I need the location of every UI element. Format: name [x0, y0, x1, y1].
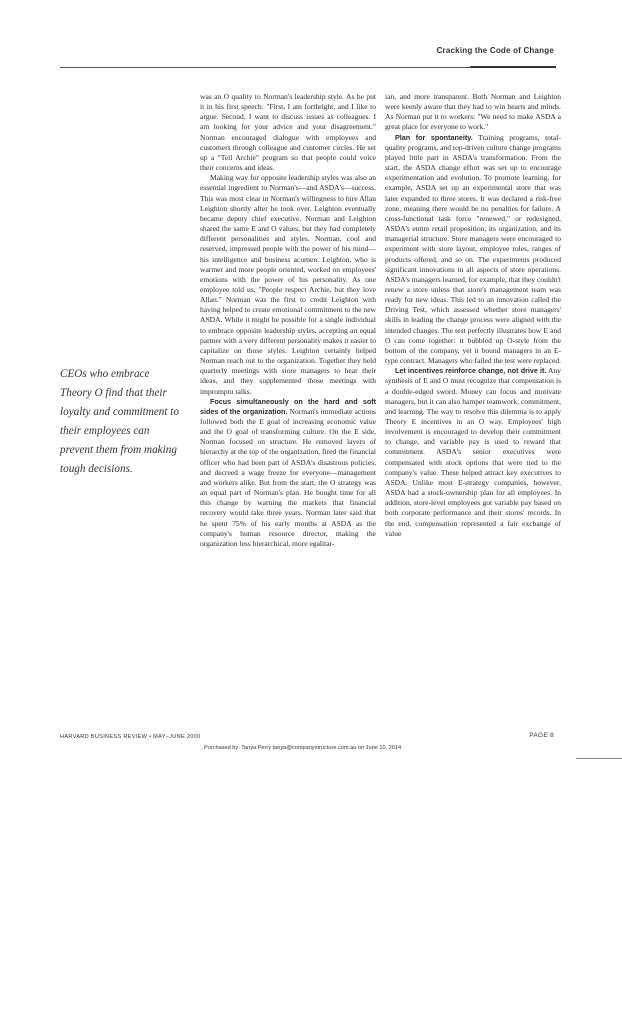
- paragraph: [385, 133, 561, 367]
- header-rule-accent: [470, 66, 556, 68]
- paragraph-body: Training programs, total-quality programs, and top-driven culture change programs played little part in ASDA's transformation. From the start, the ASDA change effort was set up to encourage experimentation and evolution. To promote learning, for example, ASDA set up an experimental store that was later expanded to three stores. It was declared a risk-free zone, meaning there would be no penalties for failure. A cross-functional task force "renewed," or redesigned, ASDA's entire retail proposition, its organization, and its managerial structure. Store managers were encouraged to experiment with store layout, employee roles, ranges of products offered, and so on. The experiments produced significant innovations in all aspects of store operations. ASDA's managers learned, for example, that they couldn't renew a store unless that store's management team was ready for new ideas. This led to an innovation called the Driving Test, which assessed whether store managers' skills in leading the change process were aligned with the intended changes. The test perfectly illustrates how E and O can come together: it bubbled up O-style from the bottom of the company, yet it bound managers in an E-type contract. Managers who failed the test were replaced.: [385, 132, 562, 366]
- paragraph-body: Any synthesis of E and O must recognize that compensation is a double-edged sword. Money can focus and motivate managers, but it can also hamper teamwork, commitment, and learning. The way to resolve this dilemma is to apply Theory E incentives in an O way. Employees' high involvement is encouraged to develop their commitment to change, and variable pay is used to reward that commitment. ASDA's senior executives were compensated with stock options that were tied to the company's value. These helped attract key executives to ASDA. Unlike most E-strategy companies, however, ASDA had a stock-ownership plan for all employees. In addition, store-level employees got variable pay based on both corporate performance and their stores' records. In the end, compensation represented a fair exchange of value: [385, 366, 562, 538]
- section-lead: Focus simultaneously on the hard and soft sides of the organization.: [200, 396, 376, 416]
- paragraph: [385, 366, 561, 539]
- running-head: Cracking the Code of Change: [436, 46, 554, 55]
- article-column-right: [385, 92, 561, 539]
- section-lead: Plan for spontaneity.: [395, 132, 473, 142]
- paragraph-body: Norman's immediate actions followed both the E goal of increasing economic value and the O goal of transforming culture. On the E side, Norman focused on structure. He removed layers of hierarchy at the top of the organization, fired the financial officer who had been part of ASDA's disastrous policies, and decreed a wage freeze for everyone—management and workers alike. But from the start, the O strategy was an equal part of Norman's plan. He bought time for all this change by warning the markets that financial recovery would take three years. Norman later said that he spent 75% of his early months at ASDA as the company's human resource director, making the organization less hierarchical, more egalitar-: [200, 406, 376, 548]
- purchase-watermark: Purchased by: Tanya Perry tanya@companystructure.com.au on June 10, 2014: [204, 745, 402, 751]
- footer-page-number: PAGE 8: [529, 732, 554, 739]
- paragraph: was an O quality to Norman's leadership style. As he put it in his first speech: "First, I am forthright, and I like to argue. Second, I want to discuss issues as colleagues. I am looking for your advice and your disagreement." Norman encouraged dialogue with employees and customers through colleague and customer circles. He set up a "Tell Archie" program so that people could voice their concerns and ideas.: [200, 92, 376, 173]
- paragraph: ian, and more transparent. Both Norman and Leighton were keenly aware that they had to win hearts and minds. As Norman put it to workers: "We need to make ASDA a great place for everyone to work.": [385, 92, 561, 132]
- paragraph: [200, 397, 376, 549]
- edge-line: [576, 758, 622, 759]
- pullquote: CEOs who embrace Theory O find that their loyalty and commitment to their employees can prevent them from making tough decisions.: [60, 368, 179, 475]
- article-column-left: [200, 92, 376, 549]
- paragraph: Making way for opposite leadership styles was also an essential ingredient to Norman's—and ASDA's—success. This was most clear in Norman's willingness to hire Allan Leighton shortly after he took over. Leighton eventually became deputy chief executive. Norman and Leighton shared the same E and O values, but they had completely different personalities and styles. Norman, cool and reserved, impressed people with the power of his mind—his intelligence and business acumen. Leighton, who is warmer and more people oriented, worked on employees' emotions with the power of his personality. As one employee told us, "People respect Archie, but they love Allan." Norman was the first to credit Leighton with having helped to create emotional commitment to the new ASDA. While it might be possible for a single individual to embrace opposite leadership styles, accepting an equal partner with a very different personality makes it easier to capitalize on those styles. Leighton certainly helped Norman reach out to the organization. Together they held quarterly meetings with store managers to hear their ideas, and they supplemented those meetings with impromptu talks.: [200, 173, 376, 396]
- section-lead: Let incentives reinforce change, not drive it.: [395, 366, 547, 376]
- footer-publication: HARVARD BUSINESS REVIEW • MAY–JUNE 2000: [60, 734, 201, 740]
